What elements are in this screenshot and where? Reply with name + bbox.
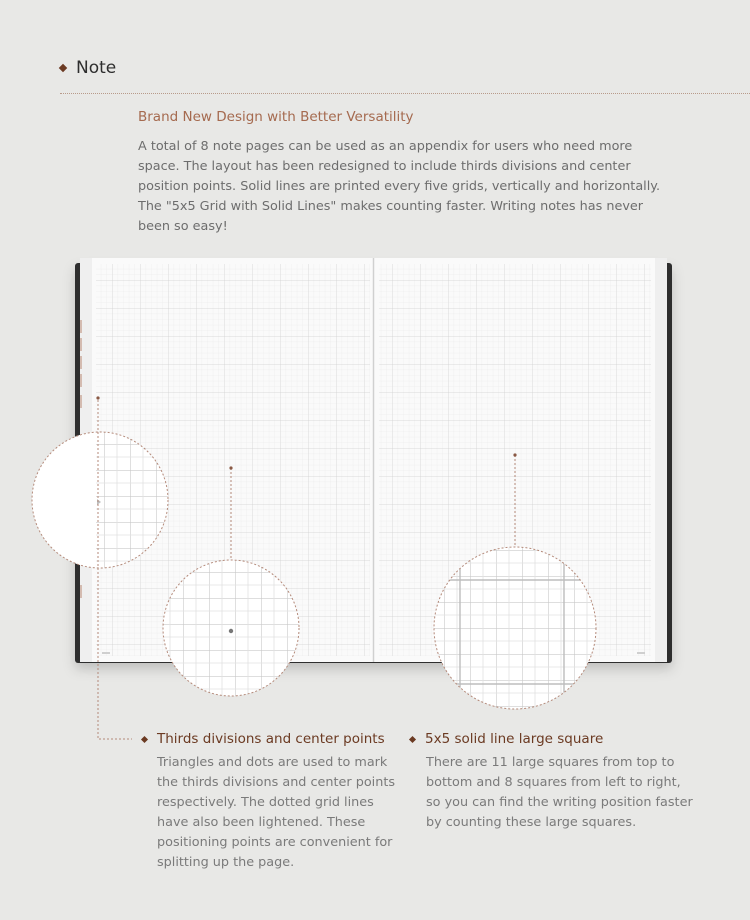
feature-title: 5x5 solid line large square [425, 731, 604, 747]
feature-large-square [410, 731, 700, 833]
feature-title: Thirds divisions and center points [157, 731, 385, 747]
feature-thirds [142, 731, 402, 873]
diamond-icon [141, 735, 148, 742]
feature-text: Triangles and dots are used to mark the thirds divisions and center points respectively. The dotted grid lines have also been lightened. These positioning points are convenient for splitting up the page. [157, 755, 396, 870]
section-description: A total of 8 note pages can be used as an appendix for users who need more space. The layout has been redesigned to include thirds divisions and center position points. Solid lines are printed every five grids, vertically and horizontally. The "5x5 Grid with Solid Lines" makes counting faster. Writing notes has never been so easy! [138, 139, 661, 234]
diamond-icon [409, 735, 416, 742]
section-subtitle: Brand New Design with Better Versatility [138, 109, 414, 125]
section-title: Note [76, 58, 117, 78]
feature-text: There are 11 large squares from top to bottom and 8 squares from left to right, so you can find the writing position faster by counting these large squares. [426, 755, 693, 830]
